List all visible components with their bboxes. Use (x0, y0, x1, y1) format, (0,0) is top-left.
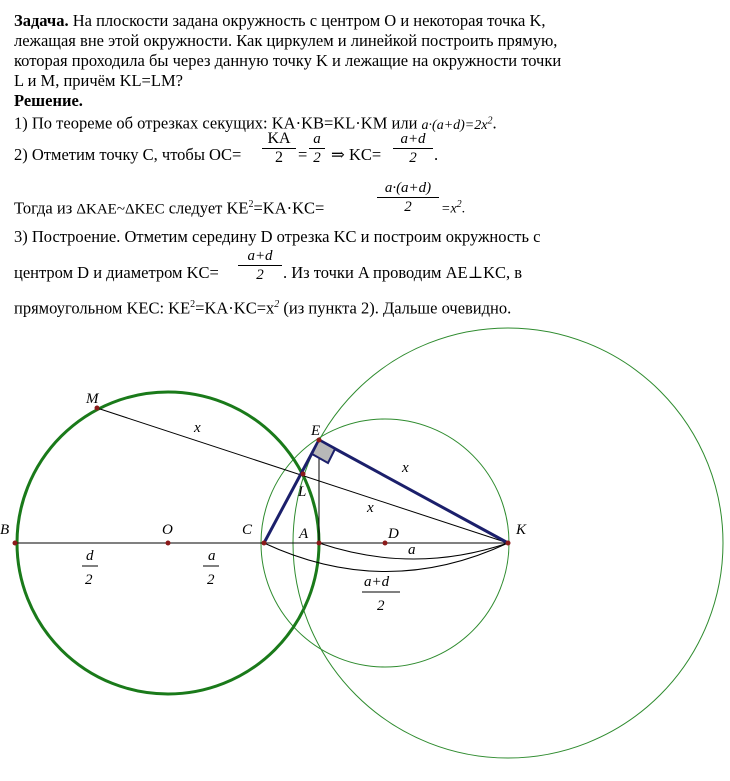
step3-exp-2: 2 (274, 299, 280, 310)
label-a2-num: a (208, 548, 216, 564)
step2-arrow: ⇒ KC= (331, 145, 382, 164)
then-text: Тогда из (14, 198, 73, 218)
then-result-body: =x (441, 201, 457, 217)
step2-f2-num: a (313, 131, 321, 147)
point-c (262, 541, 267, 546)
point-k (506, 541, 511, 546)
step2-f3-den: 2 (409, 150, 417, 166)
label-ad2-num: a+d (364, 574, 390, 590)
label-x-ke: x (402, 460, 409, 476)
segment-ek (319, 440, 508, 543)
label-e: E (311, 423, 321, 439)
points-group (13, 406, 511, 546)
step3-line-3a: прямоугольном KEC: KE (14, 298, 191, 318)
then-end: . (461, 201, 466, 217)
step2-f1-num: KA (267, 130, 291, 147)
label-o: O (162, 522, 173, 538)
then-exponent: 2 (248, 199, 254, 210)
label-b: B (0, 522, 10, 538)
step3-line-2b: . Из точки A проводим AE⊥KC, в (283, 263, 523, 282)
label-d2-num: d (86, 548, 94, 564)
label-c: C (242, 522, 253, 538)
step3-f-num: a+d (247, 248, 273, 264)
solution-heading: Решение. (14, 91, 83, 110)
step1-text: 1) По теореме об отрезках секущих: KA·KB=KL·KM или (14, 113, 418, 133)
label-l: L (298, 484, 307, 500)
step2-f2-den: 2 (313, 150, 321, 166)
label-x-ml: x (194, 420, 201, 436)
label-a2-den: 2 (207, 572, 215, 588)
label-a: A (299, 526, 309, 542)
point-b (13, 541, 18, 546)
problem-line-2: лежащая вне этой окружности. Как циркулем и линейкой построить прямую, (14, 31, 558, 50)
problem-heading: Задача. (14, 11, 69, 30)
point-a (317, 541, 322, 546)
problem-line-4: L и M, причём KL=LM? (14, 71, 183, 90)
label-k: K (516, 522, 527, 538)
step2-end: . (434, 145, 439, 164)
step2-text: 2) Отметим точку C, чтобы OC= (14, 145, 242, 164)
step2-f3-num: a+d (400, 131, 426, 147)
label-m: M (86, 391, 99, 407)
label-d2-den: 2 (85, 572, 93, 588)
step2-eq: = (298, 145, 308, 164)
then-text-3: =KA·KC= (253, 198, 325, 218)
step3-line-2a: центром D и диаметром KC= (14, 263, 219, 282)
then-f-num: a·(a+d) (384, 180, 432, 196)
then-result-exp: 2 (456, 199, 462, 210)
step3-exp-1: 2 (190, 299, 196, 310)
step1-end: . (492, 113, 497, 133)
triangle-similarity: ΔKAE~ΔKEC (76, 201, 165, 218)
step3-line-3b: =KA·KC=x (195, 298, 275, 318)
label-ad2-den: 2 (377, 598, 385, 614)
label-a-ak: a (408, 542, 416, 558)
point-l (301, 472, 306, 477)
step3-line-1: 3) Построение. Отметим середину D отрезка KC и построим окружность с (14, 227, 541, 246)
problem-line-3: которая проходила бы через данную точку K и лежащие на окружности точки (14, 51, 562, 70)
right-angle-mark (312, 440, 335, 463)
label-x-lk: x (367, 500, 374, 516)
step1-exponent: 2 (487, 115, 493, 126)
step1-formula-body: a·(a+d)=2x (421, 117, 488, 133)
step2-f1-den: 2 (275, 149, 283, 166)
point-d (383, 541, 388, 546)
step3-line-3c: (из пункта 2). Дальше очевидно. (283, 298, 512, 318)
then-text-2: следует KE (168, 198, 249, 218)
label-d: D (388, 526, 399, 542)
step3-f-den: 2 (256, 267, 264, 283)
problem-text-1: На плоскости задана окружность с центром O и некоторая точка K, (72, 11, 546, 30)
point-o (166, 541, 171, 546)
then-f-den: 2 (404, 199, 412, 215)
